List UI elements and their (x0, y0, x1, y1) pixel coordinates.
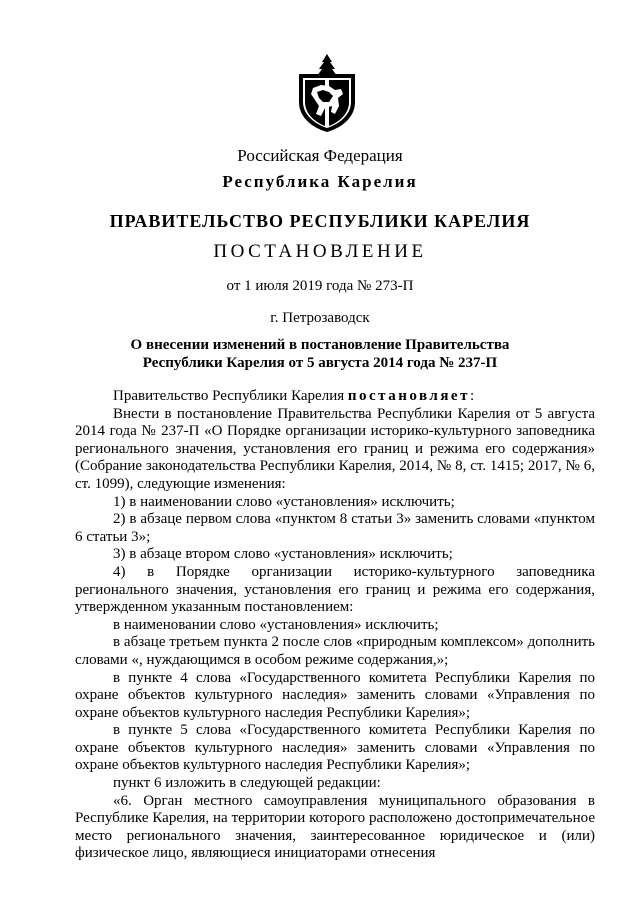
paragraph: Внести в постановление Правительства Республики Карелия от 5 августа 2014 года № 237-П «О Порядке организации историко-культурного заповедника регионального значения, установления его границ и режима его содержания» (Собрание законодательства Республики Карелия, 2014, № 8, ст. 1415; 2017, № 6, ст. 1099), следующие изменения: (75, 405, 595, 492)
document-body (75, 388, 595, 863)
paragraph: в пункте 4 слова «Государственного комитета Республики Карелия по охране объектов культурного наследия» заменить словами «Управления по охране объектов культурного наследия Республики Карелия»; (75, 669, 595, 721)
coat-of-arms-icon (295, 52, 359, 134)
republic-name: Республика Карелия (222, 172, 418, 191)
resolves-word: постановляет (347, 388, 470, 404)
intro-text: Правительство Республики Карелия (113, 388, 348, 404)
paragraph: 4) в Порядке организации историко-культурного заповедника регионального значения, установления его границ и режима его содержания, утвержденном указанным постановлением: (75, 563, 595, 616)
paragraph: 3) в абзаце втором слово «установления» исключить; (113, 546, 453, 563)
document-type: ПОСТАНОВЛЕНИЕ (213, 241, 427, 262)
subject-line-2: Республики Карелия от 5 августа 2014 года № 237-П (142, 355, 498, 371)
country-name: Российская Федерация (237, 146, 403, 165)
paragraph: «6. Орган местного самоуправления муниципального образования в Республике Карелия, на территории которого расположено достопримечательное место регионального значения, заинтересованное юридическое и (или) физическое лицо, являющиеся инициаторами отнесения (75, 792, 595, 862)
paragraph-intro (75, 388, 595, 406)
date-line: от 1 июля 2019 года № 273-П (226, 278, 414, 294)
government-name: ПРАВИТЕЛЬСТВО РЕСПУБЛИКИ КАРЕЛИЯ (109, 211, 531, 231)
intro-colon: : (469, 388, 475, 404)
paragraph: 1) в наименовании слово «установления» исключить; (113, 493, 455, 510)
document-subject (0, 336, 640, 372)
paragraph: 2) в абзаце первом слова «пунктом 8 статьи 3» заменить словами «пунктом 6 статьи 3»; (75, 511, 595, 545)
paragraph: пункт 6 изложить в следующей редакции: (113, 775, 381, 792)
paragraph: в абзаце третьем пункта 2 после слов «природным комплексом» дополнить словами «, нуждающимся в особом режиме содержания,»; (75, 634, 595, 668)
paragraph: в пункте 5 слова «Государственного комитета Республики Карелия по охране объектов культурного наследия» заменить словами «Управления по охране объектов культурного наследия Республики Карелия»; (75, 722, 595, 774)
city-name: г. Петрозаводск (270, 310, 370, 326)
subject-line-1: О внесении изменений в постановление Правительства (130, 337, 510, 353)
paragraph: в наименовании слово «установления» исключить; (113, 616, 439, 633)
